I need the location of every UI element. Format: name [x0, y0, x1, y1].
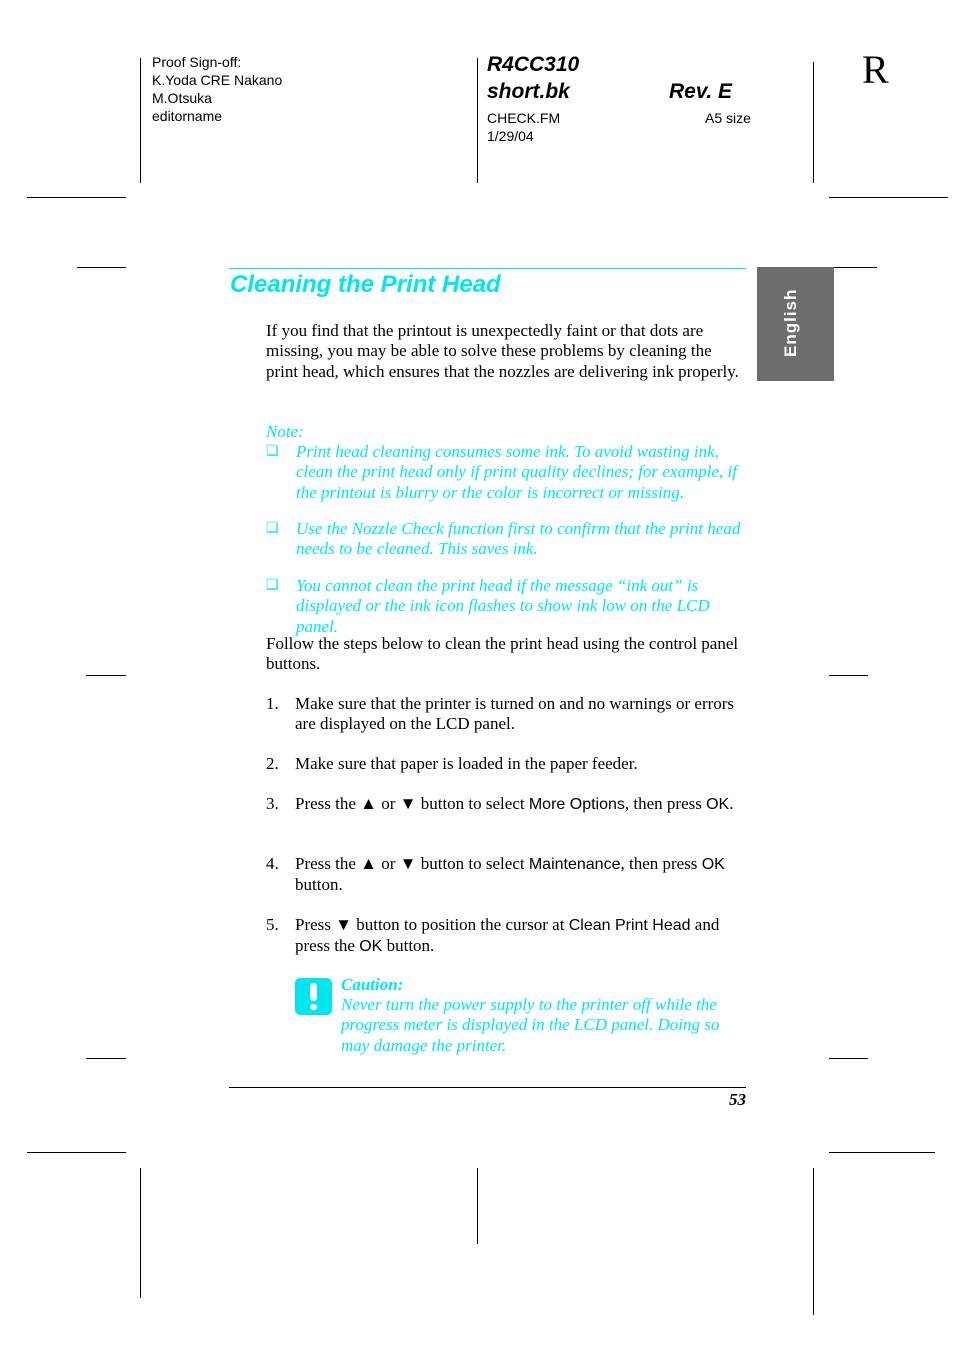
caution-icon: [295, 978, 332, 1015]
follow-paragraph: Follow the steps below to clean the print head using the control panel buttons.: [266, 634, 739, 674]
document-code: [487, 51, 579, 105]
step-number: 1.: [266, 694, 279, 713]
crop-mark: [86, 1058, 126, 1059]
ok-button-label: OK: [359, 938, 383, 956]
step-text-part: button.: [382, 936, 435, 956]
caution-text: Never turn the power supply to the printer off while the progress meter is displayed in the LCD panel. Doing so may damage the printer.: [341, 995, 720, 1055]
note-item: You cannot clean the print head if the message “ink out” is displayed or the ink icon flashes to show ink low on the LCD panel.: [296, 576, 710, 636]
ok-button-label: OK: [701, 856, 725, 873]
checkbox-bullet-icon: ❏: [266, 578, 279, 593]
step-number: 5.: [266, 915, 279, 934]
crop-mark: [27, 197, 126, 198]
note-item: Use the Nozzle Check function first to confirm that the print head needs to be cleaned. This saves ink.: [296, 519, 741, 559]
lcd-menu-item: Maintenance: [528, 856, 621, 873]
step-text: [295, 915, 747, 958]
section-title: Cleaning the Print Head: [230, 271, 501, 298]
code-line: short.bk: [487, 80, 570, 103]
side-letter: R: [862, 47, 889, 92]
proof-line: Proof Sign-off:: [152, 54, 242, 70]
crop-mark: [829, 1058, 868, 1059]
page-number: 53: [729, 1090, 746, 1109]
crop-mark: [813, 62, 814, 183]
crop-mark: [77, 267, 126, 268]
crop-mark: [477, 58, 478, 183]
step-text-part: , then press: [624, 794, 707, 813]
revision: Rev. E: [669, 80, 733, 103]
language-tab: [757, 267, 834, 381]
step-text-part: , then press: [620, 854, 702, 873]
crop-mark: [813, 1168, 814, 1315]
file-name: CHECK.FM: [487, 110, 561, 126]
ok-button-label: OK: [706, 796, 730, 813]
step-text: Make sure that the printer is turned on and no warnings or errors are displayed on the LCD panel.: [295, 694, 735, 734]
checkbox-bullet-icon: ❏: [266, 521, 279, 536]
lcd-menu-item: Clean Print Head: [568, 917, 691, 934]
proof-line: editorname: [152, 108, 223, 124]
step-text-part: Press the ▲ or ▼ button to select: [295, 794, 529, 813]
step-text: [295, 854, 747, 896]
step-text: Make sure that paper is loaded in the paper feeder.: [295, 754, 638, 773]
crop-mark: [477, 1168, 478, 1244]
checkbox-bullet-icon: ❏: [266, 444, 279, 459]
step-number: 3.: [266, 794, 279, 813]
proof-line: M.Otsuka: [152, 90, 212, 106]
step-text-part: Press the ▲ or ▼ button to select: [295, 854, 529, 873]
crop-mark: [829, 675, 868, 676]
page-size: A5 size: [705, 110, 751, 126]
proof-line: K.Yoda CRE Nakano: [152, 72, 283, 88]
note-label: Note:: [266, 422, 304, 441]
step-text: [295, 794, 747, 815]
crop-mark: [829, 1152, 935, 1153]
step-text-part: .: [729, 794, 734, 813]
crop-mark: [140, 58, 141, 183]
crop-mark: [829, 267, 877, 268]
proof-signoff: [152, 53, 282, 125]
footer-rule: [229, 1087, 746, 1088]
step-number: 4.: [266, 854, 279, 873]
language-tab-label: English: [781, 288, 800, 357]
file-date: 1/29/04: [487, 128, 534, 144]
code-line: R4CC310: [487, 53, 580, 76]
step-number: 2.: [266, 754, 279, 773]
file-info: [487, 109, 560, 145]
step-text-part: button.: [295, 875, 343, 895]
crop-mark: [140, 1168, 141, 1298]
step-text-part: Press ▼ button to position the cursor at: [295, 915, 569, 934]
intro-paragraph: If you find that the printout is unexpectedly faint or that dots are missing, you may be able to solve these problems by cleaning the print head, which ensures that the nozzles are delivering ink properly.: [266, 321, 739, 381]
caution-label: Caution:: [341, 975, 404, 994]
crop-mark: [829, 197, 948, 198]
step-text-part: and press the: [295, 915, 720, 956]
lcd-menu-item: More Options: [528, 796, 625, 813]
crop-mark: [86, 675, 126, 676]
crop-mark: [27, 1152, 126, 1153]
note-item: Print head cleaning consumes some ink. To avoid wasting ink, clean the print head only if print quality declines; for example, if the printout is blurry or the color is incorrect or missing.: [296, 442, 737, 502]
